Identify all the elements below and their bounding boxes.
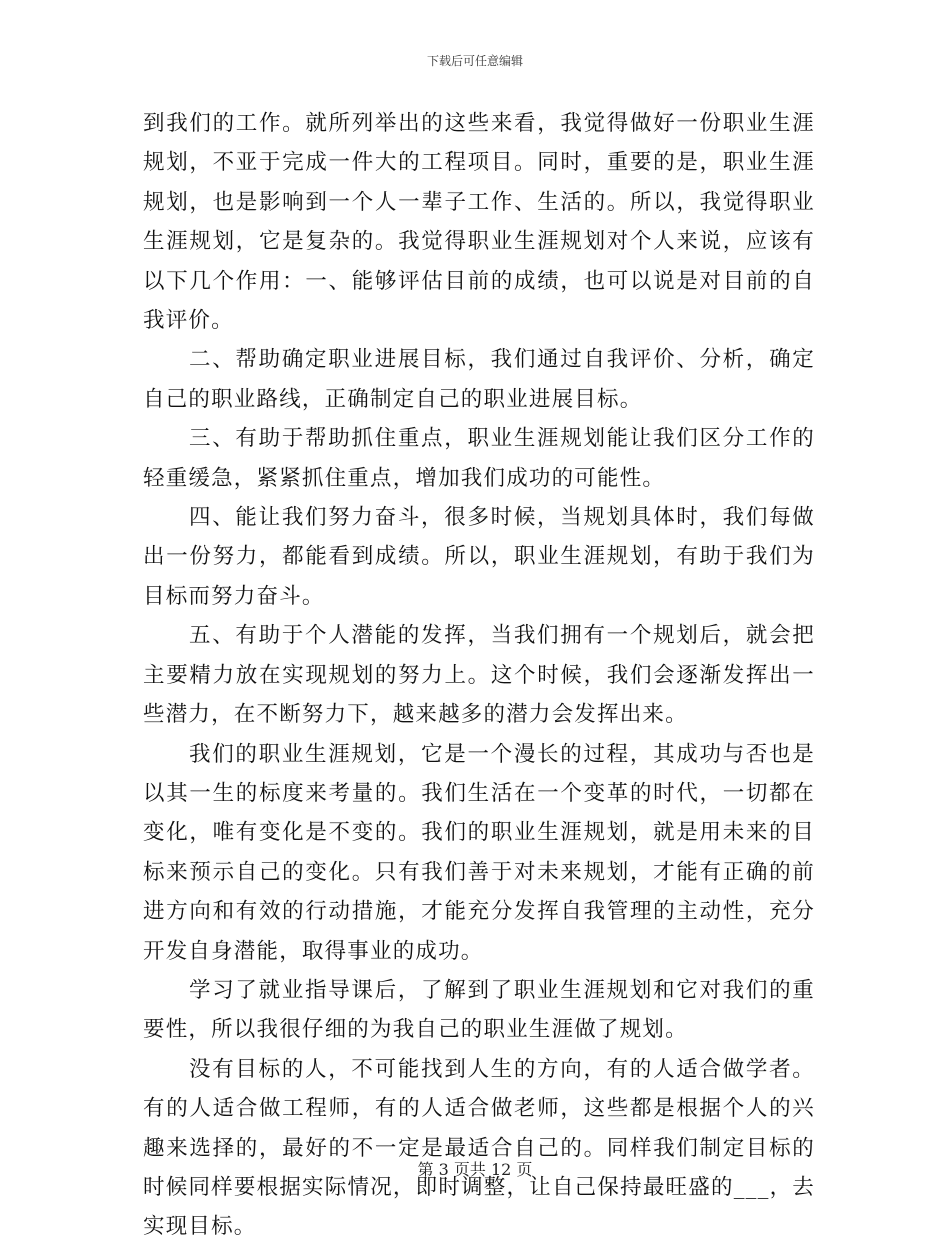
paragraph: 我们的职业生涯规划，它是一个漫长的过程，其成功与否也是以其一生的标度来考量的。我们生活在一个变革的时代，一切都在变化，唯有变化是不变的。我们的职业生涯规划，就是用未来的目标来预示自己的变化。只有我们善于对未来规划，才能有正确的前进方向和有效的行动措施，才能充分发挥自我管理的主动性，充分开发自身潜能，取得事业的成功。	[143, 741, 815, 964]
paragraph: 到我们的工作。就所列举出的这些来看，我觉得做好一份职业生涯规划，不亚于完成一件大的工程项目。同时，重要的是，职业生涯规划，也是影响到一个人一辈子工作、生活的。所以，我觉得职业生涯规划，它是复杂的。我觉得职业生涯规划对个人来说，应该有以下几个作用：一、能够评估目前的成绩，也可以说是对目前的自我评价。	[143, 111, 815, 334]
paragraph: 五、有助于个人潜能的发挥，当我们拥有一个规划后，就会把主要精力放在实现规划的努力上。这个时候，我们会逐渐发挥出一些潜力，在不断努力下，越来越多的潜力会发挥出来。	[143, 623, 815, 728]
page-header: 下载后可任意编辑	[426, 54, 523, 68]
page-number: 第 3 页共 12 页	[417, 1160, 533, 1179]
paragraph: 四、能让我们努力奋斗，很多时候，当规划具体时，我们每做出一份努力，都能看到成绩。所以，职业生涯规划，有助于我们为目标而努力奋斗。	[143, 505, 815, 609]
paragraph: 学习了就业指导课后，了解到了职业生涯规划和它对我们的重要性，所以我很仔细的为我自己的职业生涯做了规划。	[143, 977, 815, 1043]
paragraph: 没有目标的人，不可能找到人生的方向，有的人适合做学者。有的人适合做工程师，有的人适合做老师，这些都是根据个人的兴趣来选择的，最好的不一定是最适合自己的。同样我们制定目标的时候同样要根据实际情况，即时调整，让自己保持最旺盛的___，去实现目标。	[143, 1056, 815, 1240]
paragraph: 二、帮助确定职业进展目标，我们通过自我评价、分析，确定自己的职业路线，正确制定自己的职业进展目标。	[143, 347, 815, 412]
paragraph: 三、有助于帮助抓住重点，职业生涯规划能让我们区分工作的轻重缓急，紧紧抓住重点，增加我们成功的可能性。	[143, 426, 815, 491]
document-body	[143, 104, 815, 1247]
